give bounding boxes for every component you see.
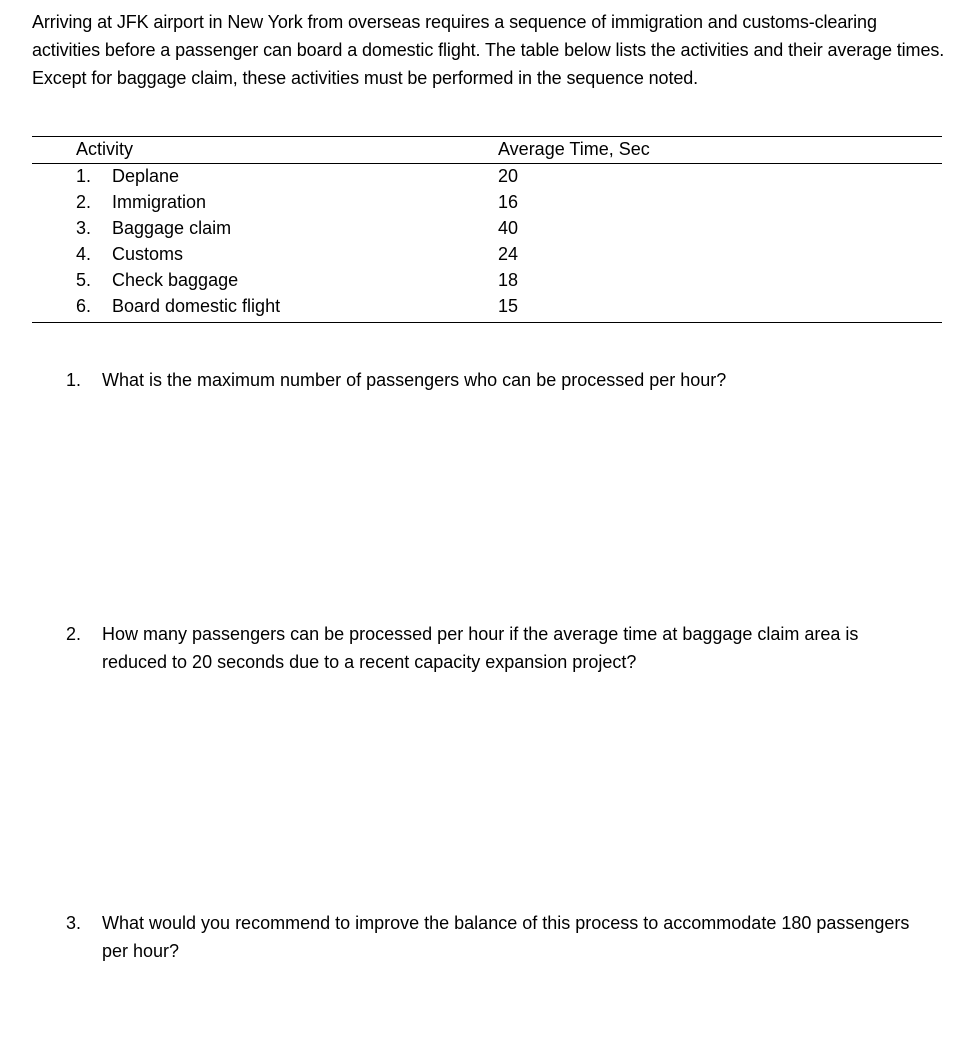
table-row — [32, 164, 942, 190]
table-row — [32, 190, 942, 216]
row-time: 18 — [498, 270, 519, 290]
table-bottom-rule — [32, 322, 942, 323]
question-text: What is the maximum number of passengers who can be processed per hour? — [102, 370, 727, 390]
row-time: 20 — [498, 166, 519, 186]
question-2 — [66, 620, 926, 676]
row-activity: Board domestic flight — [112, 296, 281, 316]
row-activity: Immigration — [112, 192, 207, 212]
row-time: 15 — [498, 296, 519, 316]
row-activity: Deplane — [112, 166, 180, 186]
table-row — [32, 268, 942, 294]
row-activity: Customs — [112, 244, 184, 264]
table-row — [32, 294, 942, 320]
header-activity: Activity — [76, 139, 134, 159]
question-text: How many passengers can be processed per hour if the average time at baggage claim area is reduced to 20 seconds due to a recent capacity expansion project? — [102, 624, 859, 672]
header-average-time: Average Time, Sec — [498, 139, 650, 159]
row-number: 6. — [76, 296, 92, 316]
question-number: 3. — [66, 913, 82, 933]
row-time: 16 — [498, 192, 519, 212]
question-3 — [66, 909, 926, 965]
question-number: 2. — [66, 624, 82, 644]
intro-paragraph: Arriving at JFK airport in New York from overseas requires a sequence of immigration and customs-clearing activities before a passenger can board a domestic flight. The table below lists the activities and their average times. Except for baggage claim, these activities must be performed in the sequence noted. — [32, 12, 945, 88]
row-activity: Baggage claim — [112, 218, 232, 238]
row-number: 2. — [76, 192, 92, 212]
row-number: 5. — [76, 270, 92, 290]
table-row — [32, 242, 942, 268]
table-body — [32, 164, 942, 322]
question-text: What would you recommend to improve the balance of this process to accommodate 180 passengers per hour? — [102, 913, 910, 961]
row-activity: Check baggage — [112, 270, 239, 290]
row-number: 1. — [76, 166, 92, 186]
row-time: 24 — [498, 244, 519, 264]
row-number: 4. — [76, 244, 92, 264]
row-time: 40 — [498, 218, 519, 238]
row-number: 3. — [76, 218, 92, 238]
question-1 — [66, 366, 926, 394]
table-header — [32, 137, 942, 163]
activity-table — [32, 136, 942, 323]
question-number: 1. — [66, 370, 82, 390]
table-row — [32, 216, 942, 242]
